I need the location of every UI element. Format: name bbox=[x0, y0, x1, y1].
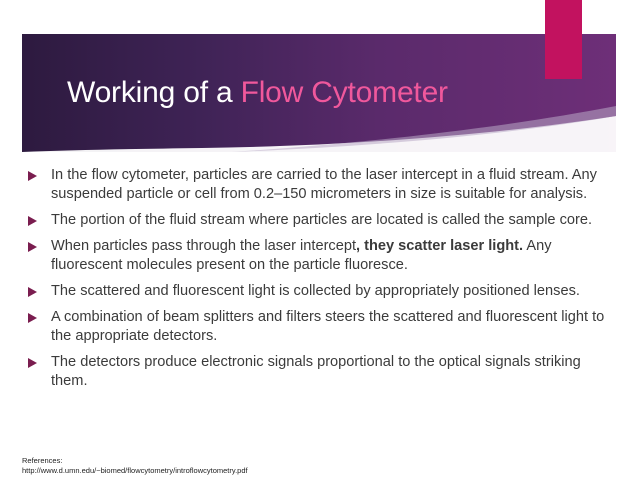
slide-title bbox=[67, 76, 448, 110]
bullet-text: A combination of beam splitters and filters steers the scattered and fluorescent light to the appropriate detectors. bbox=[51, 309, 605, 344]
bullet-text: The detectors produce electronic signals proportional to the optical signals striking them. bbox=[51, 354, 581, 389]
bullet-list bbox=[25, 166, 615, 398]
triangle-right-icon bbox=[28, 287, 37, 297]
list-item bbox=[25, 282, 615, 301]
bullet-text-tail: Any fluorescent molecules present on the particle fluoresce. bbox=[51, 238, 552, 273]
slide-title-prefix: Working of a bbox=[67, 76, 241, 109]
references-label: References: bbox=[22, 456, 63, 465]
bullet-text: In the flow cytometer, particles are carried to the laser intercept in a fluid stream. Any suspended particle or cell from 0.2–150 micrometers in size is suitable for analysis. bbox=[51, 167, 597, 202]
bullet-text bbox=[51, 237, 615, 275]
triangle-right-icon bbox=[28, 313, 37, 323]
slide-title-accent: Flow Cytometer bbox=[240, 76, 448, 109]
bullet-text: The portion of the fluid stream where particles are located is called the sample core. bbox=[51, 212, 593, 228]
references-link[interactable]: http://www.d.umn.edu/~biomed/flowcytometry/introflowcytometry.pdf bbox=[22, 466, 248, 475]
list-item bbox=[25, 211, 615, 230]
triangle-right-icon bbox=[28, 171, 37, 181]
list-item bbox=[25, 353, 615, 391]
references bbox=[22, 456, 248, 476]
list-item bbox=[25, 237, 615, 275]
triangle-right-icon bbox=[28, 216, 37, 226]
list-item bbox=[25, 166, 615, 204]
accent-tab bbox=[545, 0, 582, 79]
bullet-text-lead: When particles pass through the laser intercept bbox=[51, 238, 357, 254]
bullet-text-emphasis: , they scatter laser light. bbox=[356, 238, 524, 254]
list-item bbox=[25, 308, 615, 346]
bullet-text: The scattered and fluorescent light is collected by appropriately positioned lenses. bbox=[51, 283, 580, 299]
triangle-right-icon bbox=[28, 358, 37, 368]
triangle-right-icon bbox=[28, 242, 37, 252]
